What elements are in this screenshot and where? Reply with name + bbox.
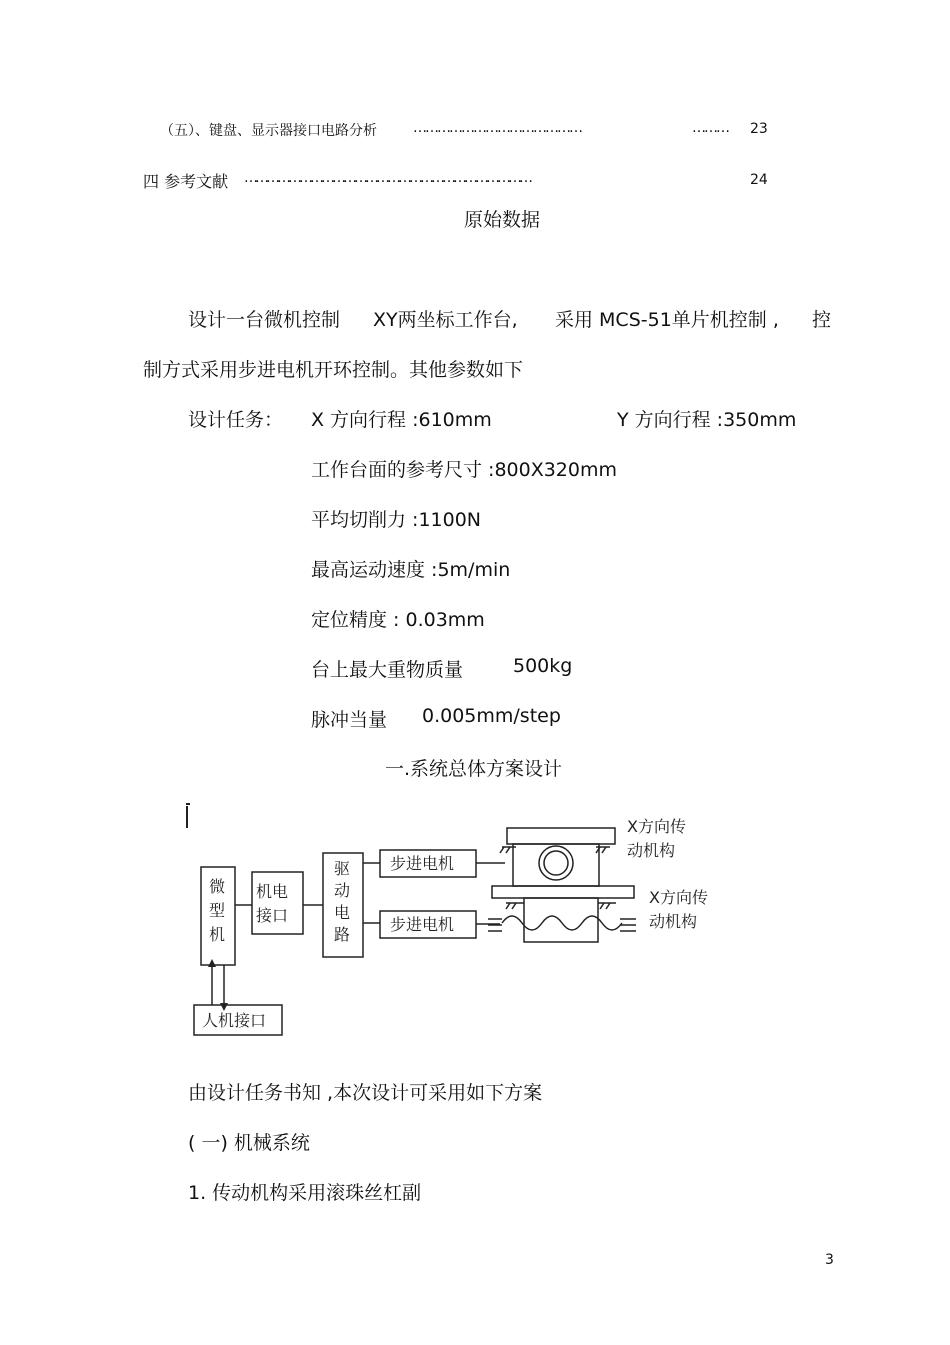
intro-line2: 制方式采用步进电机开环控制。其他参数如下	[143, 359, 524, 381]
driver-label-1: 驱	[334, 859, 351, 878]
toc-entry-5-leader: ……………………………………	[413, 120, 581, 136]
toc-entry-5-label: （五）、键盘、显示器接口电路分析	[160, 123, 377, 139]
param-pulse-label: 脉冲当量	[311, 709, 388, 731]
intro-line1-part3: 采用 MCS-51单片机控制 ,	[555, 309, 779, 331]
label-top-2: 动机构	[627, 841, 676, 860]
microcomputer-label-1: 微	[209, 877, 226, 896]
param-y-travel: Y 方向行程 :350mm	[617, 409, 797, 431]
microcomputer-label-3: 机	[209, 925, 226, 944]
toc-entry-4-page: 24	[750, 172, 768, 188]
intro-line1-part1: 设计一台微机控制	[188, 309, 341, 331]
stepper-top-label: 步进电机	[390, 854, 455, 873]
param-pulse-value: 0.005mm/step	[422, 705, 561, 727]
label-top-1: X方向传	[627, 817, 686, 836]
param-x-travel: X 方向行程 :610mm	[311, 409, 492, 431]
toc-entry-5-leader-2: ………	[692, 120, 728, 136]
toc-entry-5-page: 23	[750, 121, 768, 137]
microcomputer-label-2: 型	[209, 901, 226, 920]
param-max-speed: 最高运动速度 :5m/min	[311, 559, 511, 581]
top-table	[507, 828, 615, 844]
task-label: 设计任务：	[188, 409, 284, 431]
bottom-table	[492, 886, 634, 898]
param-cutting-force: 平均切削力 :1100N	[311, 509, 482, 531]
page-number: 3	[825, 1252, 834, 1268]
label-bottom-1: X方向传	[649, 888, 708, 907]
section-mechanical: ( 一) 机械系统	[188, 1132, 310, 1154]
heading-original-data: 原始数据	[464, 209, 541, 231]
driver-label-2: 动	[334, 881, 351, 900]
driver-label-3: 电	[334, 903, 351, 922]
interface-label-2: 接口	[256, 906, 289, 925]
scheme-intro: 由设计任务书知 ,本次设计可采用如下方案	[188, 1082, 543, 1104]
hmi-label: 人机接口	[202, 1011, 267, 1030]
toc-entry-4-leader: ……………………………………………………………………	[244, 170, 530, 186]
stepper-bottom-label: 步进电机	[390, 915, 455, 934]
label-bottom-2: 动机构	[649, 912, 698, 931]
item-transmission: 1. 传动机构采用滚珠丝杠副	[188, 1182, 422, 1204]
driver-label-4: 路	[334, 925, 351, 944]
param-precision: 定位精度 : 0.03mm	[311, 609, 485, 631]
toc-entry-4-label: 四 参考文献	[143, 172, 229, 191]
system-block-diagram	[180, 795, 740, 1045]
heading-system-design: 一.系统总体方案设计	[385, 758, 563, 780]
interface-label-1: 机电	[256, 882, 289, 901]
param-table-size: 工作台面的参考尺寸 :800X320mm	[311, 459, 618, 481]
param-max-weight-value: 500kg	[513, 655, 573, 677]
intro-line1-part2: XY两坐标工作台,	[373, 309, 518, 331]
param-max-weight-label: 台上最大重物质量	[311, 659, 464, 681]
intro-line1-part4: 控	[812, 309, 832, 331]
